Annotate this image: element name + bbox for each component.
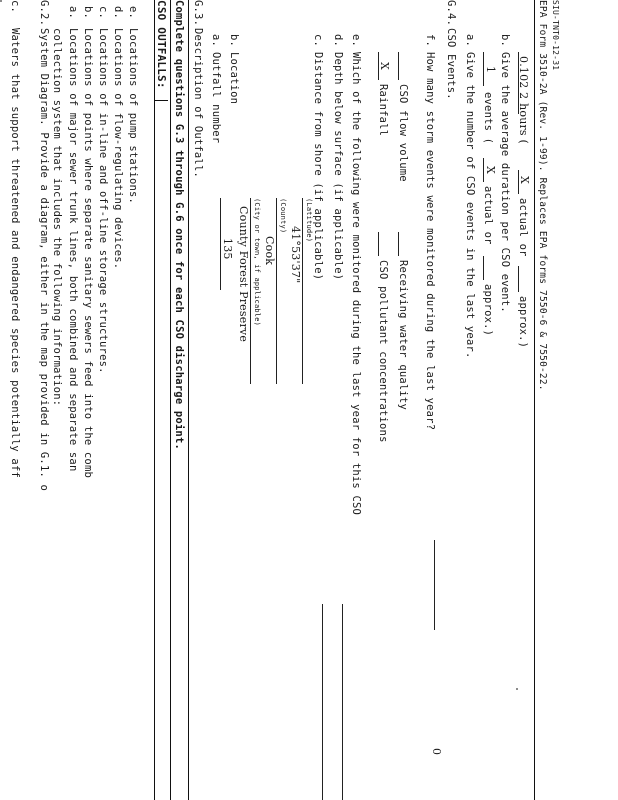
outfall-number-value: 135 <box>221 238 234 260</box>
g3a-letter: a. <box>210 34 222 48</box>
location-city-line <box>250 198 252 384</box>
events-approx-line <box>483 256 485 280</box>
g4b-label: Give the average duration per CSO event. <box>499 52 511 313</box>
complete-note: Complete questions G.3 through G.6 once for each CSO discharge point. <box>173 0 185 450</box>
g3c-letter: c. <box>312 34 324 48</box>
events-approx-text: approx.) <box>482 284 494 337</box>
storm-events-line <box>434 540 436 630</box>
duration-approx-text: approx.) <box>517 296 529 349</box>
storm-events-value: 0 <box>430 748 443 756</box>
location-latitude-value: 41°53'37" <box>289 226 302 284</box>
g3a-label: Outfall number <box>210 52 222 144</box>
duration-approx-line <box>518 266 520 292</box>
section-divider-mid <box>170 0 171 800</box>
cso-outfalls-title: CSO OUTFALLS: <box>155 0 168 89</box>
footer-form-id: EPA Form 3510-2A (Rev. 1-99). Replaces EPA forms 7550-6 & 7550-22. <box>537 0 548 391</box>
events-text: events ( <box>482 92 494 145</box>
g3e-label: Which of the following were monitored during the last year for this CSO <box>350 52 362 516</box>
g2-item-b-letter: b. <box>82 6 94 20</box>
scan-speck <box>0 0 2 2</box>
footer-rule <box>534 0 535 800</box>
g4a-letter: a. <box>464 34 476 48</box>
duration-actual-text: actual or <box>517 198 529 257</box>
rainfall-label: Rainfall <box>377 84 389 137</box>
g3d-label: Depth below surface (if applicable) <box>332 52 344 281</box>
events-actual-text: actual or <box>482 186 494 245</box>
pollutant-check-line <box>378 232 380 256</box>
flow-volume-check-line <box>398 52 400 80</box>
g4-number: G.4. <box>445 0 457 27</box>
g3c-label: Distance from shore (if applicable) <box>312 52 324 281</box>
flow-volume-label: CSO flow volume <box>397 84 409 182</box>
g2-item-d-letter: d. <box>112 6 124 20</box>
g2-item-c-letter: c. <box>97 6 109 20</box>
g3f-label: How many storm events were monitored during the last year? <box>424 52 436 431</box>
pollutant-label: CSO pollutant concentrations <box>377 260 389 443</box>
section-divider-bottom <box>188 0 189 800</box>
duration-line <box>518 52 520 114</box>
g2-item-a-text: Locations of major sewer trunk lines, both combined and separate san <box>67 28 79 472</box>
g3d-letter: d. <box>332 34 344 48</box>
g2-item-d-text: Locations of flow-regulating devices. <box>112 28 124 270</box>
section-divider-top <box>154 0 155 800</box>
g2-number: G.2. <box>38 0 50 27</box>
g2-item-c-text: Locations of in-line and off-line storage structures. <box>97 28 109 374</box>
g3-title: Description of Outfall. <box>192 28 204 178</box>
location-county-value: Cook <box>263 236 276 266</box>
location-county-line <box>276 198 278 384</box>
g2-line1: System Diagram. Provide a diagram, either in the map provided in G.1. o <box>38 28 50 492</box>
location-city-value: County Forest Preserve <box>237 206 250 343</box>
g3f-letter: f. <box>424 34 436 48</box>
g2-item-a-letter: a. <box>67 6 79 20</box>
g4-title: CSO Events. <box>445 28 457 100</box>
g3e-letter: e. <box>350 34 362 48</box>
duration-value: 0.102 2 hours ( <box>517 56 530 144</box>
location-county-caption: (County) <box>279 198 287 234</box>
footer-page-id: SIU-TNT0-12-31 <box>551 0 560 71</box>
item-c-text: Waters that support threatened and endangered species potentially aff <box>9 28 21 478</box>
g3b-letter: b. <box>228 34 240 48</box>
item-c-letter: c. <box>9 0 21 14</box>
water-quality-label: Receiving water quality <box>397 260 409 410</box>
g2-item-b-text: Locations of points where separate sanitary sewers feed into the comb <box>82 28 94 478</box>
g2-item-e-letter: e. <box>127 6 139 20</box>
g3b-label: Location <box>228 52 240 105</box>
g2-line2: collection system that includes the following information: <box>51 28 63 407</box>
cso-title-box-edge <box>155 100 168 101</box>
distance-line <box>322 604 324 800</box>
events-actual-mark: X <box>484 166 497 175</box>
location-latitude-caption: (Latitude) <box>305 198 313 243</box>
rainfall-mark: X <box>378 62 391 71</box>
location-latitude-line <box>302 198 304 384</box>
events-count-value: 1 <box>484 66 497 74</box>
depth-line <box>342 604 344 800</box>
duration-actual-mark: X <box>518 176 531 185</box>
g4a-label: Give the number of CSO events in the last year. <box>464 52 476 359</box>
g3-number: G.3. <box>192 0 204 27</box>
g2-item-e-text: Locations of pump stations. <box>127 28 139 205</box>
location-city-caption: (City or town, if applicable) <box>253 198 261 327</box>
g4b-letter: b. <box>499 34 511 48</box>
scan-speck <box>516 688 518 690</box>
water-quality-check-line <box>398 232 400 256</box>
